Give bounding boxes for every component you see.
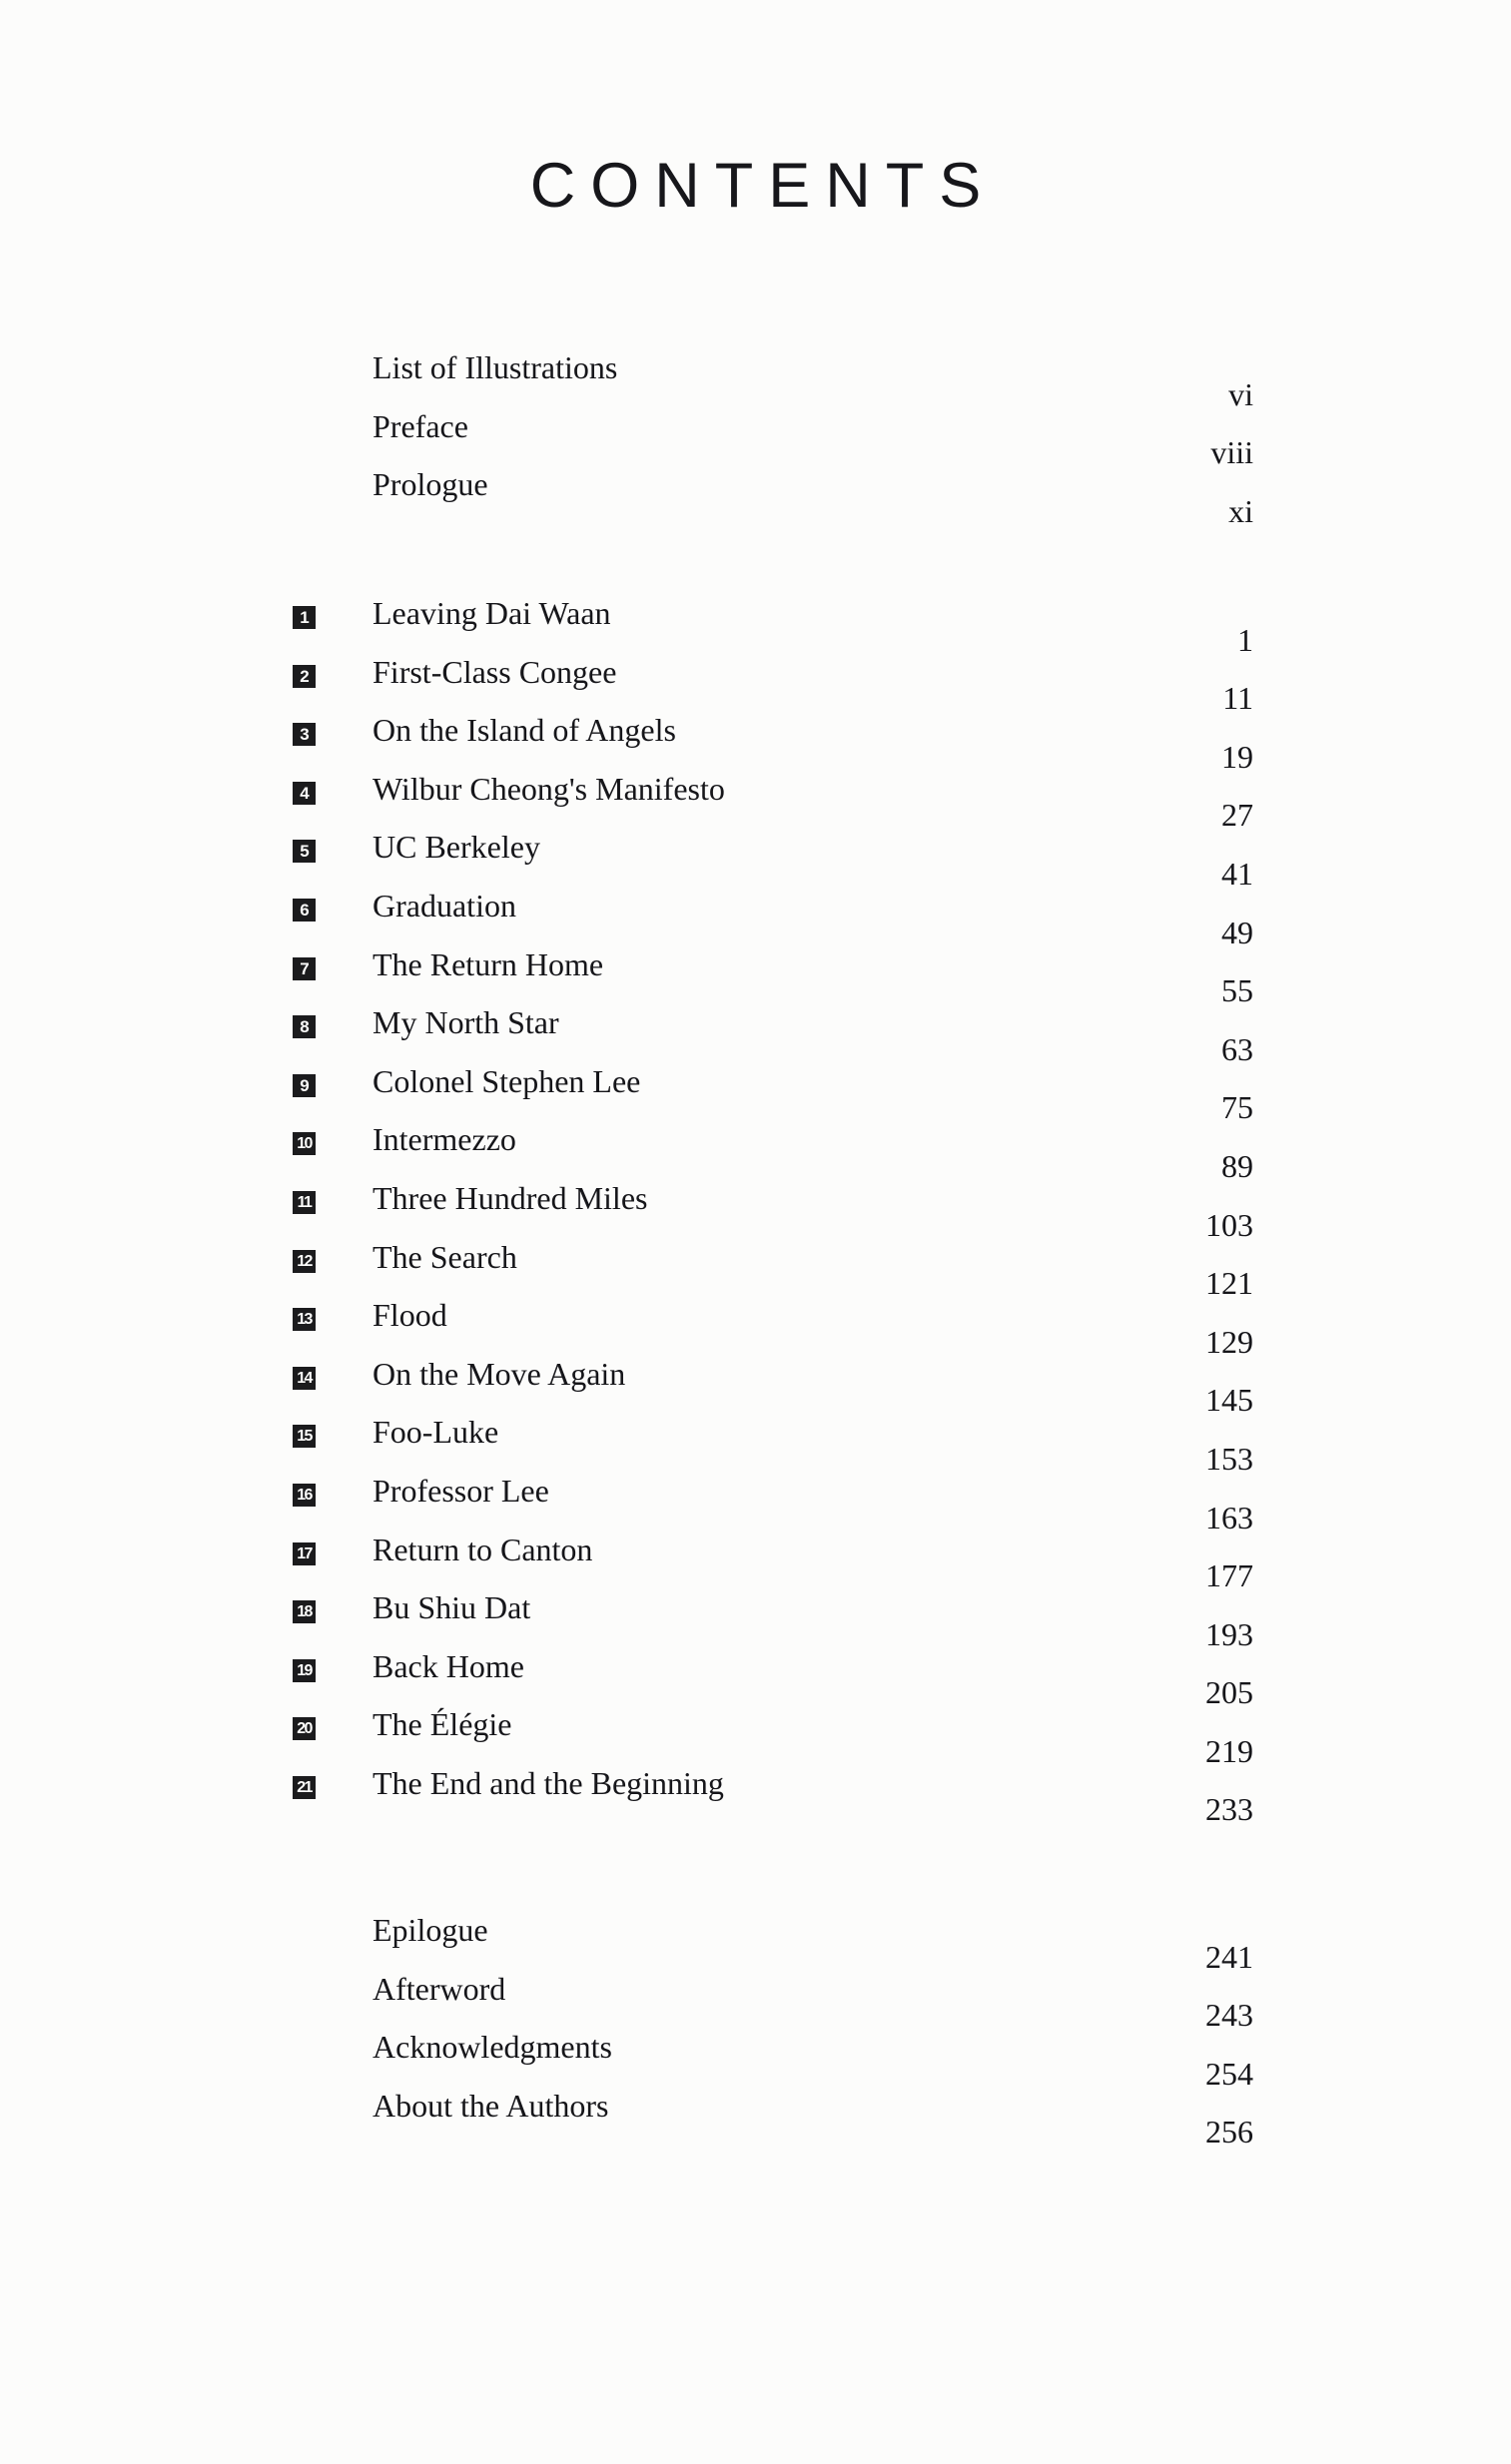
toc-entry-page-number: vi <box>1228 375 1253 412</box>
toc-entry[interactable] <box>293 1238 1253 1302</box>
toc-entry-title: The End and the Beginning <box>373 1764 724 1801</box>
toc-entry-title: Three Hundred Miles <box>373 1179 648 1216</box>
toc-entry[interactable] <box>293 1914 1253 1973</box>
toc-entry-title: Flood <box>373 1297 447 1334</box>
toc-entry-title: Leaving Dai Waan <box>373 595 611 631</box>
toc-entry[interactable] <box>293 597 1253 656</box>
toc-entry-page-number: 19 <box>1221 738 1253 775</box>
toc-entry-page-number: 163 <box>1205 1499 1253 1536</box>
toc-entry-page-number: 41 <box>1221 855 1253 892</box>
toc-entry[interactable] <box>293 770 1253 834</box>
chapter-number-badge: 17 <box>293 1542 316 1565</box>
chapter-number-badge: 18 <box>293 1600 316 1623</box>
toc-entry-page-number: 205 <box>1205 1674 1253 1711</box>
toc-entry[interactable] <box>293 1006 1253 1065</box>
toc-entry-page-number: 233 <box>1205 1791 1253 1828</box>
toc-entry[interactable] <box>293 1299 1253 1358</box>
toc-entry-title: Professor Lee <box>373 1472 549 1509</box>
toc-entry[interactable] <box>293 1970 1253 2034</box>
toc-entry[interactable] <box>293 945 1253 1009</box>
toc-entry[interactable] <box>293 831 1253 890</box>
toc-entry-page-number: 129 <box>1205 1323 1253 1360</box>
toc-entry[interactable] <box>293 2031 1253 2090</box>
toc-entry[interactable] <box>293 887 1253 950</box>
toc-entry-title: Colonel Stephen Lee <box>373 1062 641 1099</box>
toc-entry-title: My North Star <box>373 1004 559 1041</box>
toc-entry-title: Preface <box>373 407 468 444</box>
toc-entry[interactable] <box>293 1531 1253 1594</box>
toc-entry[interactable] <box>293 714 1253 773</box>
chapter-number-badge: 14 <box>293 1367 316 1390</box>
toc-entry[interactable] <box>293 1123 1253 1182</box>
toc-entry[interactable] <box>293 1472 1253 1536</box>
toc-entry-title: The Return Home <box>373 945 604 982</box>
back-matter-list <box>293 1912 1253 2151</box>
toc-entry-page-number: 103 <box>1205 1206 1253 1243</box>
toc-entry-title: Foo-Luke <box>373 1414 499 1451</box>
toc-entry-page-number: 243 <box>1205 1997 1253 2034</box>
toc-entry-page-number: 11 <box>1222 680 1253 717</box>
chapter-number-badge: 8 <box>293 1015 316 1038</box>
chapter-number-badge: 13 <box>293 1308 316 1331</box>
chapter-number-badge: 7 <box>293 957 316 980</box>
toc-entry-title: UC Berkeley <box>373 829 540 866</box>
toc-entry-title: Prologue <box>373 466 488 503</box>
toc-entry[interactable] <box>293 407 1253 471</box>
chapter-number-badge: 11 <box>293 1191 316 1214</box>
toc-entry-page-number: 193 <box>1205 1615 1253 1652</box>
toc-entry-page-number: 177 <box>1205 1557 1253 1594</box>
toc-entry-page-number: 63 <box>1221 1030 1253 1067</box>
toc-entry-title: On the Move Again <box>373 1355 626 1392</box>
toc-entry-page-number: xi <box>1228 492 1253 529</box>
chapter-list <box>293 595 1253 1828</box>
toc-entry[interactable] <box>293 1062 1253 1126</box>
chapter-number-badge: 20 <box>293 1717 316 1740</box>
toc-entry-page-number: 75 <box>1221 1089 1253 1126</box>
chapter-number-badge: 9 <box>293 1074 316 1097</box>
toc-entry-title: First-Class Congee <box>373 653 617 690</box>
toc-entry-page-number: 145 <box>1205 1382 1253 1419</box>
toc-entry-title: Return to Canton <box>373 1531 593 1567</box>
toc-entry[interactable] <box>293 1416 1253 1475</box>
toc-entry[interactable] <box>293 1355 1253 1419</box>
toc-entry[interactable] <box>293 1708 1253 1767</box>
toc-entry[interactable] <box>293 1179 1253 1243</box>
toc-entry-page-number: 55 <box>1221 972 1253 1009</box>
toc-entry-page-number: 121 <box>1205 1265 1253 1302</box>
chapter-number-badge: 4 <box>293 782 316 805</box>
toc-entry-title: Bu Shiu Dat <box>373 1589 531 1626</box>
chapter-number-badge: 19 <box>293 1659 316 1682</box>
chapter-number-badge: 6 <box>293 899 316 922</box>
toc-entry-title: Epilogue <box>373 1912 488 1948</box>
toc-entry-page-number: 89 <box>1221 1147 1253 1184</box>
chapter-number-badge: 5 <box>293 840 316 863</box>
toc-entry-page-number: 256 <box>1205 2114 1253 2151</box>
toc-entry-page-number: 49 <box>1221 914 1253 950</box>
toc-entry[interactable] <box>293 1764 1253 1828</box>
toc-entry-page-number: 241 <box>1205 1938 1253 1975</box>
toc-entry-page-number: viii <box>1210 434 1253 471</box>
toc-entry-page-number: 254 <box>1205 2055 1253 2092</box>
toc-entry-title: The Search <box>373 1238 517 1275</box>
chapter-number-badge: 2 <box>293 665 316 688</box>
toc-entry[interactable] <box>293 2087 1253 2151</box>
toc-entry[interactable] <box>293 1647 1253 1711</box>
toc-entry-title: On the Island of Angels <box>373 712 676 749</box>
toc-entry-title: Wilbur Cheong's Manifesto <box>373 770 725 807</box>
page-title: CONTENTS <box>529 151 997 221</box>
chapter-number-badge: 12 <box>293 1250 316 1273</box>
toc-entry[interactable] <box>293 468 1253 527</box>
chapter-number-badge: 3 <box>293 723 316 746</box>
toc-entry-title: The Élégie <box>373 1706 512 1743</box>
toc-entry[interactable] <box>293 351 1253 410</box>
chapter-number-badge: 10 <box>293 1132 316 1155</box>
toc-entry-title: About the Authors <box>373 2087 609 2124</box>
toc-entry-title: Graduation <box>373 887 516 924</box>
chapter-number-badge: 21 <box>293 1776 316 1799</box>
chapter-number-badge: 16 <box>293 1484 316 1507</box>
toc-entry[interactable] <box>293 653 1253 717</box>
toc-entry[interactable] <box>293 1591 1253 1650</box>
toc-entry-title: Acknowledgments <box>373 2029 612 2066</box>
toc-entry-title: Intermezzo <box>373 1121 516 1158</box>
toc-entry-title: List of Illustrations <box>373 349 618 385</box>
toc-entry-page-number: 153 <box>1205 1440 1253 1477</box>
toc-entry-page-number: 1 <box>1237 621 1253 658</box>
toc-entry-title: Afterword <box>373 1970 506 2007</box>
chapter-number-badge: 15 <box>293 1425 316 1448</box>
front-matter-list <box>293 351 1253 527</box>
toc-entry-page-number: 219 <box>1205 1732 1253 1769</box>
toc-entry-page-number: 27 <box>1221 797 1253 834</box>
chapter-number-badge: 1 <box>293 606 316 629</box>
toc-entry-title: Back Home <box>373 1647 524 1684</box>
